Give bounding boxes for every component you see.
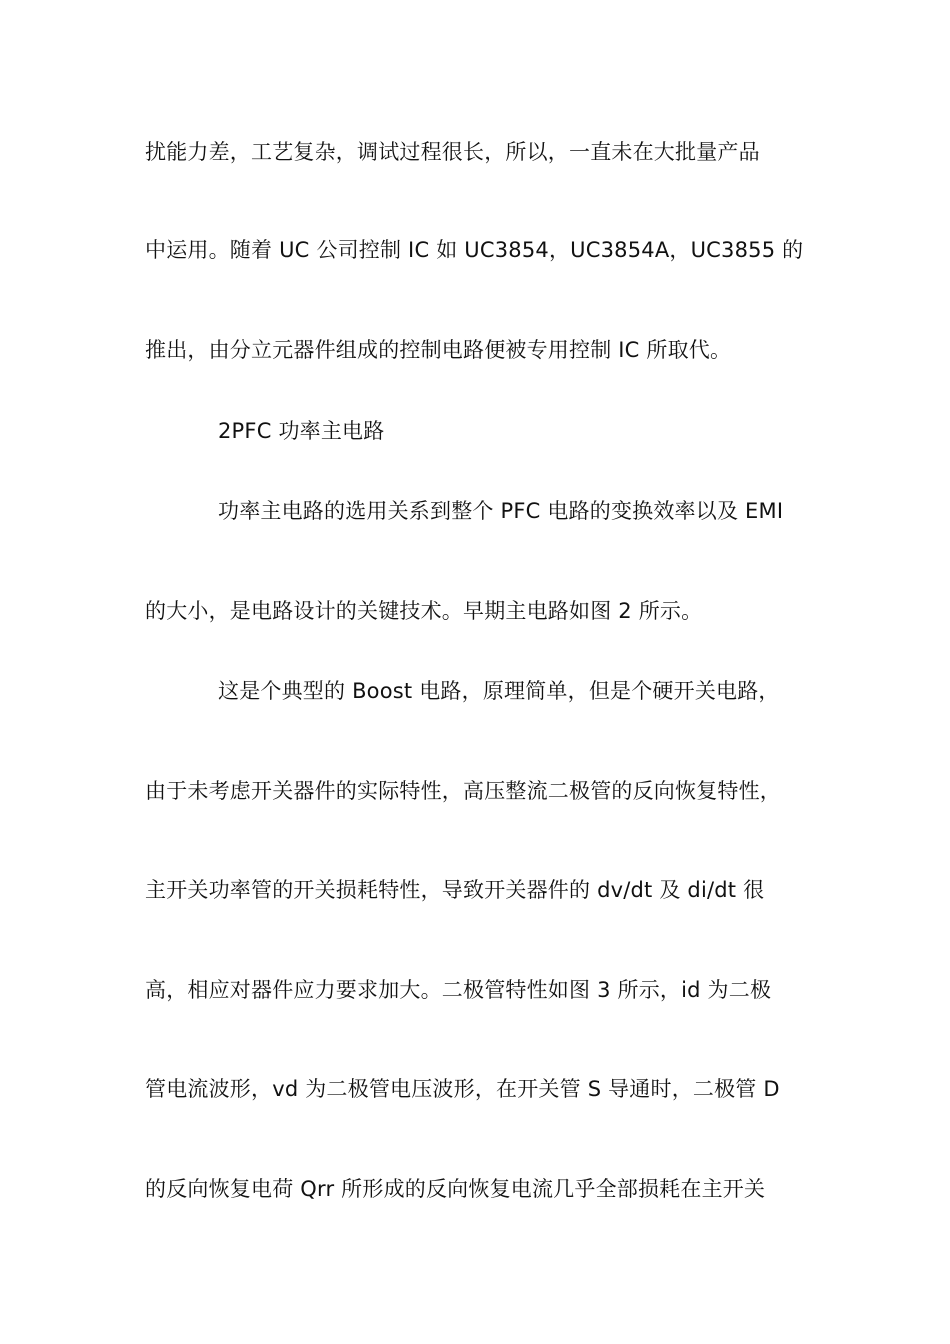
paragraph-line: 的反向恢复电荷 Qrr 所形成的反向恢复电流几乎全部损耗在主开关: [145, 1177, 766, 1201]
section-heading: 2PFC 功率主电路: [218, 419, 385, 443]
paragraph-line: 的大小，是电路设计的关键技术。早期主电路如图 2 所示。: [145, 599, 703, 623]
paragraph-line: 这是个典型的 Boost 电路，原理简单，但是个硬开关电路，: [218, 679, 780, 703]
paragraph-line: 高，相应对器件应力要求加大。二极管特性如图 3 所示，id 为二极: [145, 978, 772, 1002]
paragraph-line: 中运用。随着 UC 公司控制 IC 如 UC3854，UC3854A，UC3855 的: [145, 238, 804, 262]
paragraph-line: 管电流波形，vd 为二极管电压波形，在开关管 S 导通时，二极管 D: [145, 1077, 780, 1101]
paragraph-line: 主开关功率管的开关损耗特性，导致开关器件的 dv/dt 及 di/dt 很: [145, 878, 765, 902]
paragraph-line: 功率主电路的选用关系到整个 PFC 电路的变换效率以及 EMI: [218, 499, 784, 523]
paragraph-line: 扰能力差，工艺复杂，调试过程很长，所以，一直未在大批量产品: [145, 140, 760, 164]
paragraph-line: 由于未考虑开关器件的实际特性，高压整流二极管的反向恢复特性，: [145, 779, 781, 803]
paragraph-line: 推出，由分立元器件组成的控制电路便被专用控制 IC 所取代。: [145, 338, 732, 362]
